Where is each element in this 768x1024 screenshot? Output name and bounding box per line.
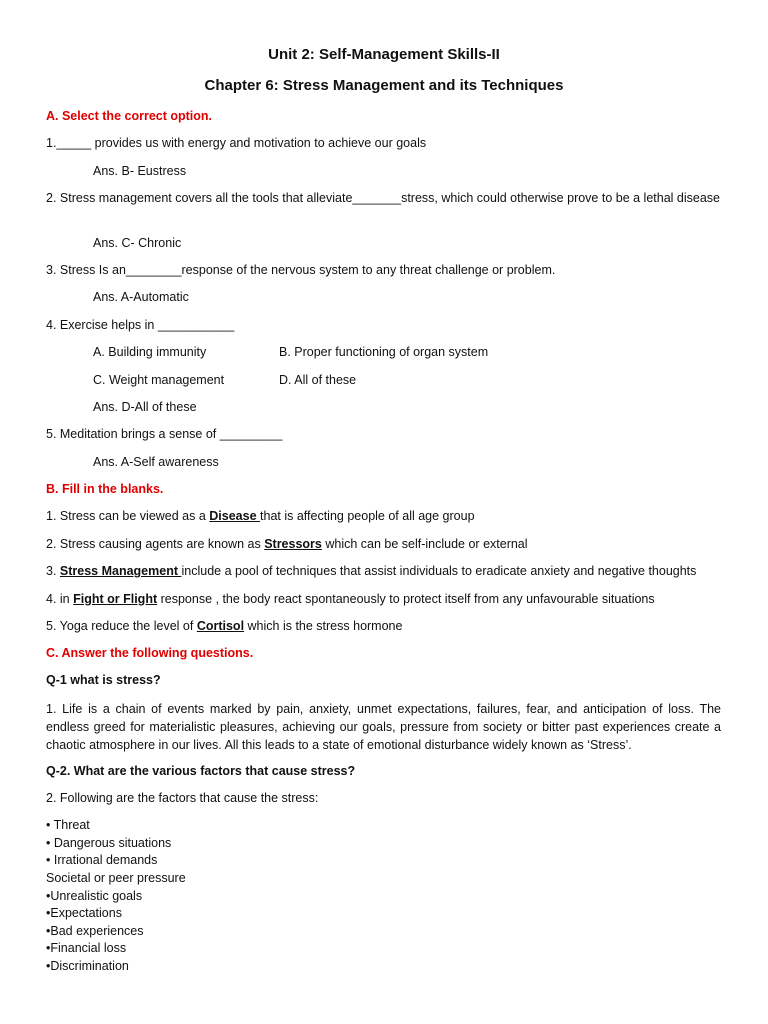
option-a4-c: C. Weight management [93, 373, 225, 387]
factor-list-item: •Discrimination [46, 959, 129, 973]
section-a-heading: A. Select the correct option. [46, 109, 213, 123]
blank-item-text: 1. Stress can be viewed as a [46, 509, 210, 523]
blank-item-text: 3. [46, 564, 60, 578]
factor-list-item: • Irrational demands [46, 853, 158, 867]
option-a4-a: A. Building immunity [93, 345, 207, 359]
answer-a2: Ans. C- Chronic [93, 236, 182, 250]
blank-item-text: include a pool of techniques that assist individuals to eradicate anxiety and negative thoughts [181, 564, 697, 578]
blank-answer: Fight or Flight [73, 592, 158, 606]
blank-item-2 [46, 536, 528, 552]
blank-answer: Cortisol [196, 619, 245, 633]
blank-item-text: which is the stress hormone [244, 619, 403, 633]
blank-answer: Stress Management [59, 564, 182, 578]
factor-list-item: Societal or peer pressure [46, 871, 186, 885]
factor-list-item: • Dangerous situations [46, 836, 172, 850]
option-a4-d: D. All of these [279, 373, 357, 387]
blank-item-text: 2. Stress causing agents are known as [46, 537, 265, 551]
blank-item-3 [46, 563, 696, 579]
question-c1: Q-1 what is stress? [46, 673, 161, 687]
factor-list-item: •Unrealistic goals [46, 889, 143, 903]
chapter-title: Chapter 6: Stress Management and its Techniques [204, 77, 564, 94]
unit-title: Unit 2: Self-Management Skills-II [268, 46, 500, 63]
answer-a4: Ans. D-All of these [93, 400, 197, 414]
factor-list-item: • Threat [46, 818, 90, 832]
blank-item-text: 4. in [46, 592, 74, 606]
blank-answer: Stressors [264, 537, 322, 551]
blank-item-text: response , the body react spontaneously to protect itself from any unfavourable situations [157, 592, 655, 606]
question-a4: 4. Exercise helps in ___________ [46, 318, 235, 332]
question-a1: 1._____ provides us with energy and motivation to achieve our goals [46, 136, 427, 150]
factor-list-item: •Expectations [46, 906, 122, 920]
answer-a3: Ans. A-Automatic [93, 290, 189, 304]
answer-a1: Ans. B- Eustress [93, 164, 187, 178]
question-a3: 3. Stress Is an________response of the nervous system to any threat challenge or problem. [46, 263, 556, 277]
section-b-heading: B. Fill in the blanks. [46, 482, 164, 496]
blank-item-text: which can be self-include or external [321, 537, 528, 551]
question-c2: Q-2. What are the various factors that cause stress? [46, 764, 356, 778]
factor-list-item: •Financial loss [46, 941, 127, 955]
option-a4-b: B. Proper functioning of organ system [279, 345, 489, 359]
answer-c1: 1. Life is a chain of events marked by pain, anxiety, unmet expectations, failures, fear, and anticipation of loss. The endless greed for materialistic pleasures, achieving our goals, pressure from society or bitter past experiences create a chaotic atmosphere in our lives. All this leads to a state of emotional disturbance widely known as ‘Stress’. [46, 702, 721, 752]
question-a5: 5. Meditation brings a sense of _________ [46, 427, 283, 441]
blank-answer: Disease [209, 509, 261, 523]
section-c-heading: C. Answer the following questions. [46, 646, 254, 660]
blank-item-text: 5. Yoga reduce the level of [46, 619, 197, 633]
answer-c2-intro: 2. Following are the factors that cause the stress: [46, 791, 319, 805]
blank-item-5 [46, 618, 402, 634]
factor-list-item: •Bad experiences [46, 924, 144, 938]
blank-item-4 [46, 591, 655, 607]
question-a2: 2. Stress management covers all the tools that alleviate_______stress, which could otherwise prove to be a lethal disease [46, 191, 720, 205]
blank-item-1 [46, 508, 475, 524]
blank-item-text: that is affecting people of all age group [260, 509, 475, 523]
answer-a5: Ans. A-Self awareness [93, 455, 219, 469]
